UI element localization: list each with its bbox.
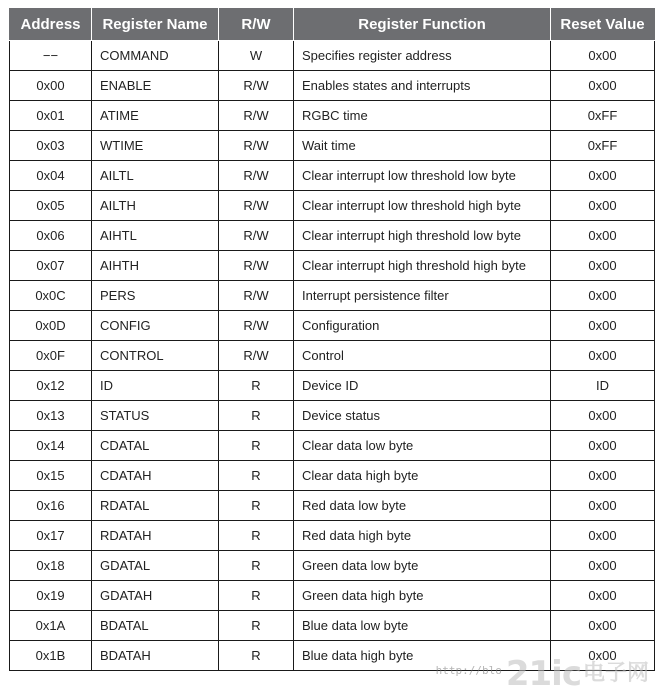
cell-rw: R [219,521,294,551]
header-address: Address [10,9,92,41]
cell-rw: R/W [219,161,294,191]
cell-address: 0x04 [10,161,92,191]
cell-register-function: Specifies register address [294,41,551,71]
cell-rw: R [219,401,294,431]
cell-address: 0x0D [10,311,92,341]
cell-register-function: Clear interrupt low threshold low byte [294,161,551,191]
cell-reset-value: 0x00 [551,251,655,281]
table-row [10,371,655,401]
cell-register-name: AIHTL [92,221,219,251]
cell-rw: R/W [219,71,294,101]
cell-register-name: PERS [92,281,219,311]
table-row [10,281,655,311]
cell-address: −− [10,41,92,71]
cell-address: 0x07 [10,251,92,281]
cell-address: 0x03 [10,131,92,161]
table-row [10,431,655,461]
table-row [10,251,655,281]
cell-register-name: CONTROL [92,341,219,371]
table-row [10,551,655,581]
cell-register-function: Control [294,341,551,371]
cell-reset-value: 0x00 [551,341,655,371]
cell-register-name: GDATAL [92,551,219,581]
table-row [10,461,655,491]
cell-register-function: Device status [294,401,551,431]
cell-reset-value: 0x00 [551,581,655,611]
cell-reset-value: 0x00 [551,281,655,311]
cell-register-name: BDATAL [92,611,219,641]
cell-register-name: CDATAH [92,461,219,491]
table-row [10,131,655,161]
cell-reset-value: 0x00 [551,431,655,461]
table-row [10,401,655,431]
register-table [9,8,655,671]
cell-register-function: Green data low byte [294,551,551,581]
cell-rw: R [219,551,294,581]
cell-register-name: RDATAL [92,491,219,521]
cell-address: 0x12 [10,371,92,401]
watermark-url: http://blo [435,664,502,677]
table-row [10,641,655,671]
table-row [10,221,655,251]
cell-reset-value: 0x00 [551,161,655,191]
table-header [10,9,655,41]
cell-reset-value: 0x00 [551,461,655,491]
cell-register-name: ENABLE [92,71,219,101]
table-row [10,611,655,641]
cell-register-function: Clear interrupt high threshold high byte [294,251,551,281]
cell-address: 0x13 [10,401,92,431]
cell-register-name: COMMAND [92,41,219,71]
cell-reset-value: 0x00 [551,71,655,101]
cell-address: 0x16 [10,491,92,521]
cell-reset-value: 0x00 [551,641,655,671]
cell-reset-value: 0x00 [551,551,655,581]
cell-address: 0x05 [10,191,92,221]
table-body [10,41,655,671]
cell-register-function: Green data high byte [294,581,551,611]
cell-rw: R/W [219,221,294,251]
cell-reset-value: 0x00 [551,491,655,521]
table-row [10,521,655,551]
header-register-function: Register Function [294,9,551,41]
cell-register-name: CDATAL [92,431,219,461]
cell-register-name: ATIME [92,101,219,131]
header-row [10,9,655,41]
cell-register-function: Blue data high byte [294,641,551,671]
cell-rw: R/W [219,311,294,341]
cell-rw: R [219,641,294,671]
cell-address: 0x1B [10,641,92,671]
cell-register-name: AILTH [92,191,219,221]
cell-register-function: Interrupt persistence filter [294,281,551,311]
cell-register-name: STATUS [92,401,219,431]
cell-register-function: Red data low byte [294,491,551,521]
cell-rw: R/W [219,101,294,131]
cell-reset-value: 0x00 [551,521,655,551]
cell-register-name: GDATAH [92,581,219,611]
cell-reset-value: 0x00 [551,311,655,341]
table-row [10,161,655,191]
cell-register-function: Enables states and interrupts [294,71,551,101]
cell-register-name: CONFIG [92,311,219,341]
cell-rw: W [219,41,294,71]
cell-address: 0x19 [10,581,92,611]
cell-reset-value: 0x00 [551,611,655,641]
cell-register-function: Device ID [294,371,551,401]
cell-address: 0x15 [10,461,92,491]
cell-reset-value: 0x00 [551,221,655,251]
cell-rw: R/W [219,251,294,281]
cell-register-function: RGBC time [294,101,551,131]
cell-address: 0x00 [10,71,92,101]
table-row [10,101,655,131]
cell-rw: R/W [219,281,294,311]
table-row [10,71,655,101]
cell-register-function: Clear data low byte [294,431,551,461]
header-register-name: Register Name [92,9,219,41]
cell-register-name: WTIME [92,131,219,161]
cell-address: 0x18 [10,551,92,581]
cell-register-name: RDATAH [92,521,219,551]
cell-rw: R [219,491,294,521]
cell-register-name: AIHTH [92,251,219,281]
cell-rw: R [219,431,294,461]
cell-address: 0x1A [10,611,92,641]
cell-address: 0x01 [10,101,92,131]
cell-rw: R/W [219,341,294,371]
cell-rw: R [219,371,294,401]
cell-address: 0x0C [10,281,92,311]
cell-register-function: Red data high byte [294,521,551,551]
cell-rw: R [219,581,294,611]
cell-rw: R [219,611,294,641]
cell-register-function: Blue data low byte [294,611,551,641]
cell-register-function: Clear interrupt low threshold high byte [294,191,551,221]
cell-address: 0x14 [10,431,92,461]
cell-reset-value: ID [551,371,655,401]
table-row [10,581,655,611]
cell-register-function: Clear data high byte [294,461,551,491]
cell-address: 0x17 [10,521,92,551]
table-row [10,41,655,71]
cell-reset-value: 0x00 [551,41,655,71]
cell-rw: R [219,461,294,491]
cell-reset-value: 0xFF [551,131,655,161]
cell-rw: R/W [219,131,294,161]
cell-register-function: Wait time [294,131,551,161]
cell-reset-value: 0xFF [551,101,655,131]
header-reset-value: Reset Value [551,9,655,41]
table-row [10,311,655,341]
table-row [10,191,655,221]
header-rw: R/W [219,9,294,41]
cell-register-name: AILTL [92,161,219,191]
cell-register-name: ID [92,371,219,401]
cell-address: 0x0F [10,341,92,371]
cell-rw: R/W [219,191,294,221]
cell-reset-value: 0x00 [551,401,655,431]
cell-register-function: Configuration [294,311,551,341]
watermark-logo: 21ic [505,654,581,694]
table-row [10,341,655,371]
watermark-cn: 电子网 [582,661,649,686]
cell-address: 0x06 [10,221,92,251]
cell-register-name: BDATAH [92,641,219,671]
cell-register-function: Clear interrupt high threshold low byte [294,221,551,251]
cell-reset-value: 0x00 [551,191,655,221]
table-row [10,491,655,521]
